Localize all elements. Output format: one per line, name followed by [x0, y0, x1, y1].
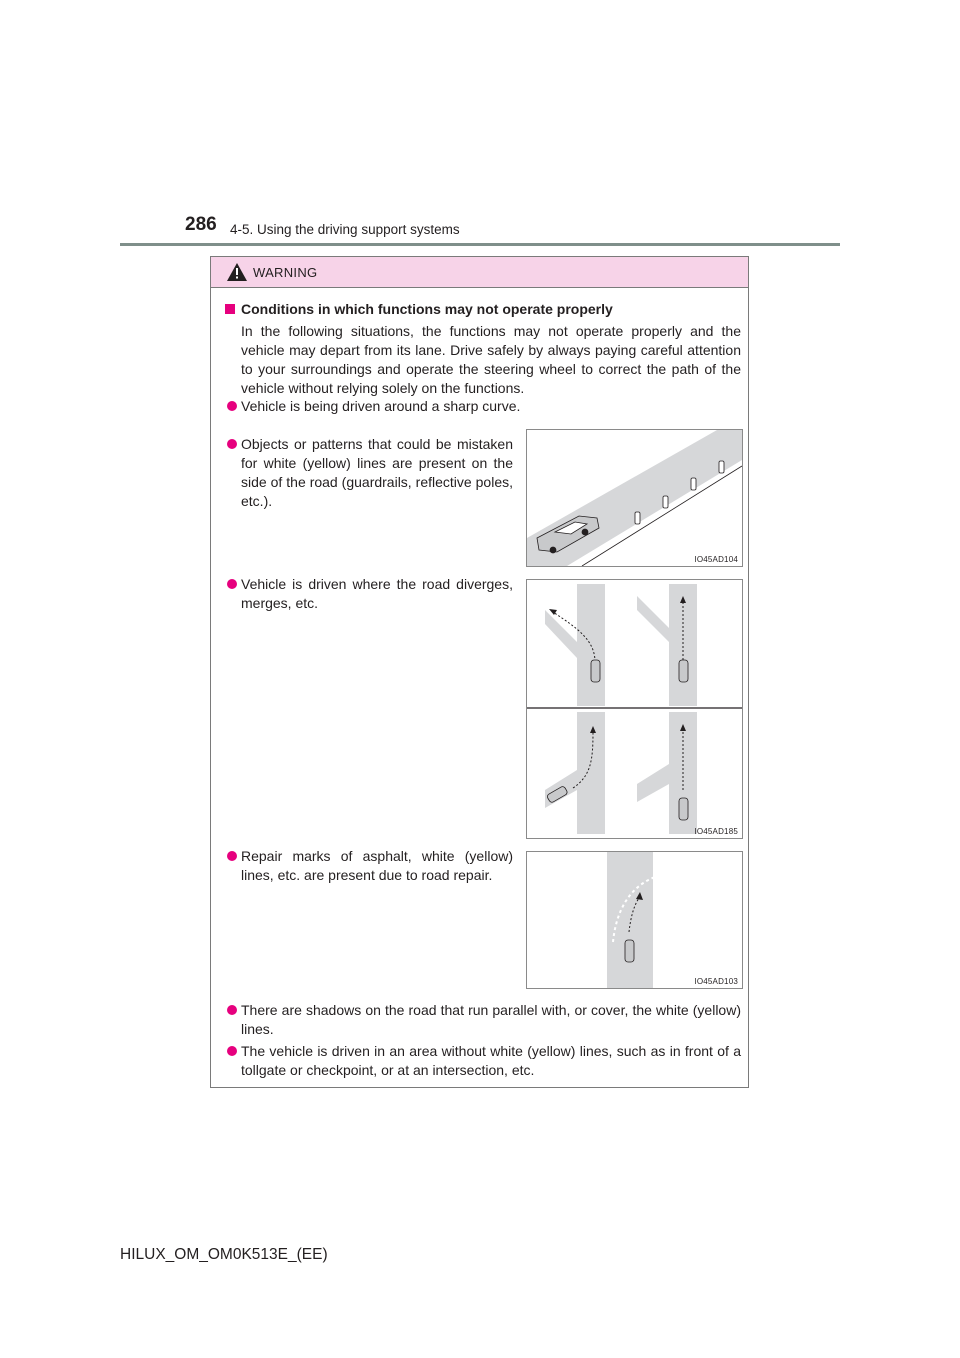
- bullet-item: [241, 397, 741, 416]
- warning-header: [211, 257, 748, 288]
- intro-paragraph: In the following situations, the functions may not operate properly and the vehicle may depart from its lane. Drive safely by always paying careful attention to your surroundings and operate the steering wheel to correct the path of the vehicle without relying solely on the functions.: [241, 323, 741, 396]
- bullet-text: There are shadows on the road that run parallel with, or cover, the white (yellow) lines.: [241, 1002, 741, 1037]
- figure-code: IO45AD104: [694, 555, 738, 564]
- bullet-text: Vehicle is driven where the road diverges, merges, etc.: [241, 576, 513, 611]
- bullet-dot-icon: [227, 439, 237, 449]
- bullet-item: [241, 435, 513, 511]
- repair-marks-illustration: [527, 852, 742, 988]
- bullet-dot-icon: [227, 401, 237, 411]
- bullet-item: [241, 847, 513, 885]
- conditions-heading-text: Conditions in which functions may not operate properly: [241, 301, 613, 317]
- figure-repair-marks: [526, 851, 743, 989]
- bullet-item: [241, 1001, 741, 1039]
- bullet-text: Vehicle is being driven around a sharp curve.: [241, 398, 521, 414]
- bullet-text: Repair marks of asphalt, white (yellow) lines, etc. are present due to road repair.: [241, 848, 513, 883]
- conditions-heading: [225, 301, 745, 317]
- bullet-text: Objects or patterns that could be mistaken for white (yellow) lines are present on the side of the road (guardrails, reflective poles, etc.).: [241, 436, 513, 509]
- header-rule: [120, 243, 840, 246]
- bullet-dot-icon: [227, 1005, 237, 1015]
- document-code: HILUX_OM_OM0K513E_(EE): [120, 1246, 328, 1263]
- bullet-dot-icon: [227, 851, 237, 861]
- section-title: 4-5. Using the driving support systems: [230, 222, 460, 237]
- bullet-dot-icon: [227, 579, 237, 589]
- heading-square-icon: [225, 304, 235, 314]
- figure-code: IO45AD103: [694, 977, 738, 986]
- bullet-dot-icon: [227, 1046, 237, 1056]
- page-number: 286: [185, 214, 217, 235]
- warning-triangle-icon: [227, 263, 247, 281]
- warning-box: [210, 256, 749, 1088]
- road-poles-illustration: [527, 430, 742, 566]
- figure-reflective-poles: [526, 429, 743, 567]
- figure-diverging-merging: [526, 579, 743, 839]
- warning-label: WARNING: [253, 265, 318, 280]
- bullet-text: The vehicle is driven in an area without white (yellow) lines, such as in front of a tollgate or checkpoint, or at an intersection, etc.: [241, 1043, 741, 1078]
- bullet-item: [241, 1042, 741, 1080]
- figure-code: IO45AD185: [694, 827, 738, 836]
- diverge-merge-illustration: [527, 580, 742, 838]
- bullet-item: [241, 575, 513, 613]
